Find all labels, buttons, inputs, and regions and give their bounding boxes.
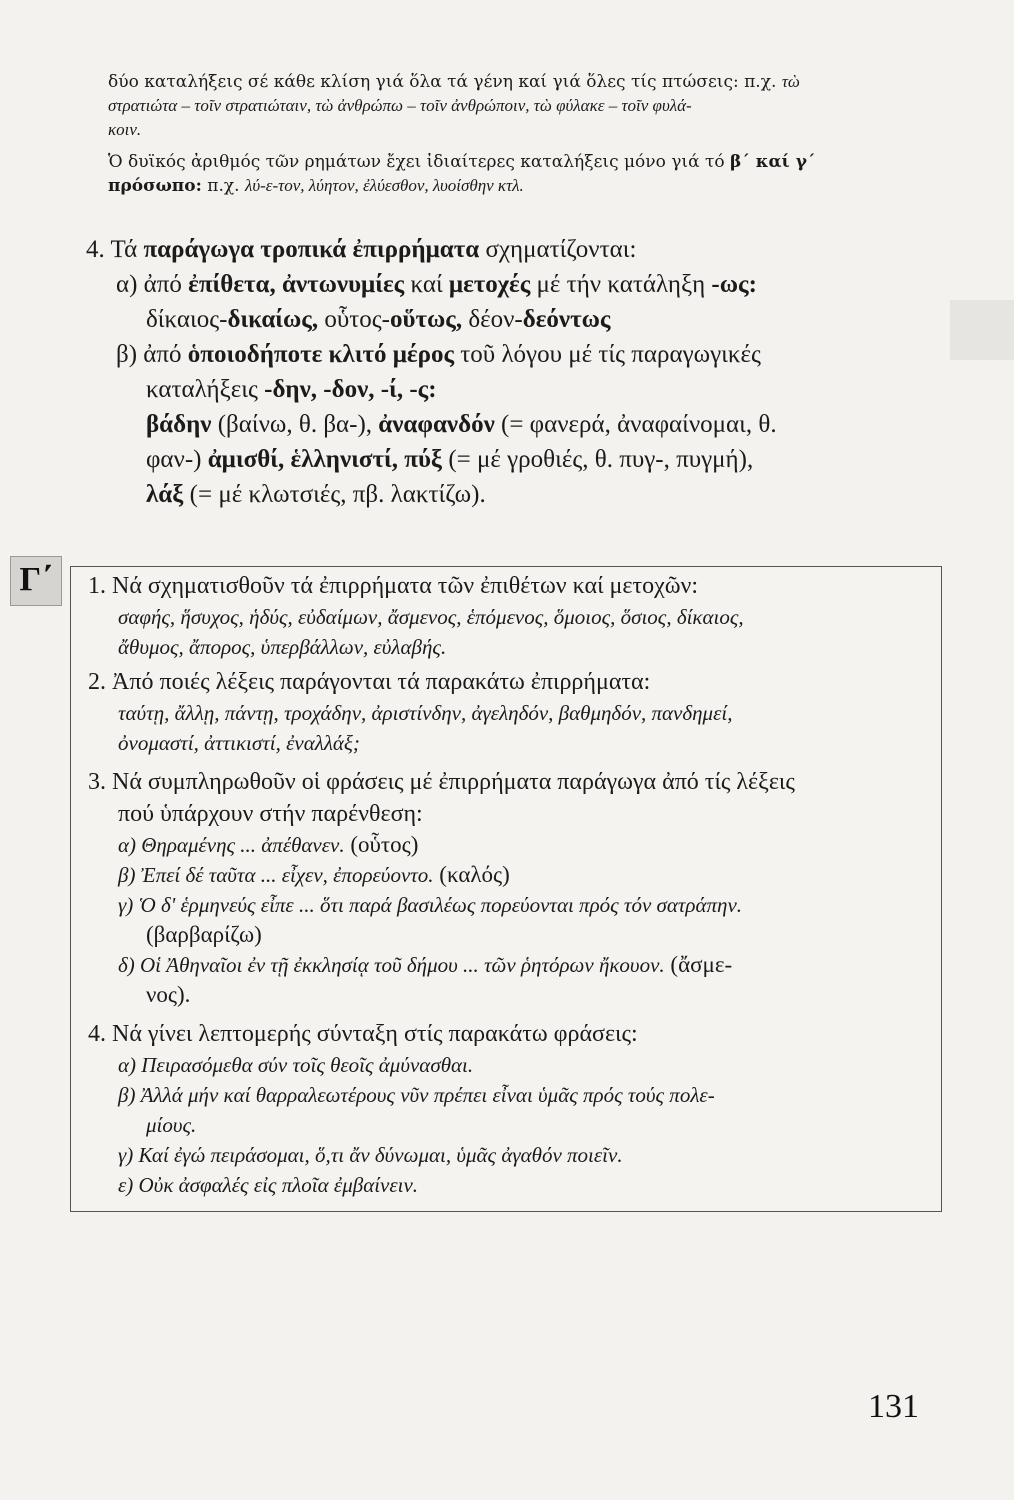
rule-b-examples: φαν-) ἀμισθί, ἑλληνιστί, πύξ (= μέ γροθιές, θ. πυγ-, πυγμή), [146, 446, 754, 473]
exercise-1 [88, 570, 938, 662]
exercise-words: ὀνομαστί, ἀττικιστί, ἐναλλάξ; [118, 731, 360, 755]
bleed-through-mark [950, 300, 1014, 360]
exercise-item: β) Ἐπεί δέ ταῦτα ... εἶχεν, ἐπορεύοντο. (καλός) [118, 862, 510, 887]
exercise-item: β) Ἀλλά μήν καί θαρραλεωτέρους νῦν πρέπει εἶναι ὑμᾶς πρός τούς πολε- [118, 1083, 715, 1107]
exercise-item: γ) Καί ἐγώ πειράσομαι, ὅ,τι ἄν δύνωμαι, ὑμᾶς ἀγαθόν ποιεῖν. [118, 1143, 623, 1167]
exercise-item: γ) Ὁ δ' ἑρμηνεύς εἶπε ... ὅτι παρά βασιλέως πορεύονται πρός τόν σατράπην. [118, 893, 743, 917]
exercise-question: 4. Νά γίνει λεπτομερής σύνταξη στίς παρακάτω φράσεις: [88, 1021, 638, 1047]
exercise-words: ταύτῃ, ἄλλῃ, πάντῃ, τροχάδην, ἀριστίνδην, ἀγεληδόν, βαθμηδόν, πανδημεί, [118, 701, 733, 725]
note-text: π.χ. [207, 176, 240, 196]
exercise-item: α) Θηραμένης ... ἀπέθανεν. (οὗτος) [118, 832, 419, 857]
note-example: κοιν. [108, 120, 142, 139]
rule-b-examples: λάξ (= μέ κλωτσιές, πβ. λακτίζω). [146, 481, 486, 508]
rule-a-examples: δίκαιος-δικαίως, οὗτος-οὕτως, δέον-δεόντως [146, 306, 611, 333]
exercise-question: 2. Ἀπό ποιές λέξεις παράγονται τά παρακάτω ἐπιρρήματα: [88, 669, 651, 695]
exercise-item: δ) Οἱ Ἀθηναῖοι ἐν τῇ ἐκκλησίᾳ τοῦ δήμου ... τῶν ῥητόρων ἤκουον. (ἄσμε- [118, 952, 733, 977]
page-number: 131 [868, 1388, 919, 1425]
exercise-item: μίους. [146, 1113, 197, 1137]
exercise-3 [88, 766, 938, 1010]
section-4-adverbs [86, 232, 946, 512]
note-example: στρατιώτα – τοῖν στρατιώταιν, τὼ ἀνθρώπω – τοῖν ἀνθρώποιν, τὼ φύλακε – τοῖν φυλά- [108, 96, 692, 115]
exercise-item: (βαρβαρίζω) [146, 922, 262, 947]
exercise-question: 1. Νά σχηματισθοῦν τά ἐπιρρήματα τῶν ἐπιθέτων καί μετοχῶν: [88, 573, 699, 599]
exercise-2 [88, 666, 938, 758]
exercise-item: νος). [146, 982, 191, 1007]
dual-verb-note [108, 150, 928, 198]
exercise-words: ἄθυμος, ἄπορος, ὑπερβάλλων, εὐλαβής. [118, 635, 447, 659]
exercise-question: πού ὑπάρχουν στήν παρένθεση: [118, 801, 423, 827]
rule-b: β) ἀπό ὁποιοδήποτε κλιτό μέρος τοῦ λόγου μέ τίς παραγωγικές [116, 341, 761, 368]
rule-a: α) ἀπό ἐπίθετα, ἀντωνυμίες καί μετοχές μέ τήν κατάληξη -ως: [116, 271, 757, 298]
note-bold: β΄ καί γ΄ [730, 152, 816, 172]
exercise-4 [88, 1018, 938, 1200]
note-example: τὼ [781, 72, 800, 91]
dual-number-note [108, 70, 928, 142]
section-heading: 4. Τά παράγωγα τροπικά ἐπιρρήματα σχηματίζονται: [86, 236, 637, 263]
note-bold: πρόσωπο: [108, 176, 202, 196]
exercise-section-label: Γ΄ [10, 556, 62, 606]
rule-b-endings: καταλήξεις -δην, -δον, -ί, -ς: [146, 376, 437, 403]
rule-b-examples: βάδην (βαίνω, θ. βα-), ἀναφανδόν (= φανερά, ἀναφαίνομαι, θ. [146, 411, 777, 438]
note-example: λύ-ε-τον, λύητον, ἐλύεσθον, λυοίσθην κτλ. [244, 176, 524, 195]
note-text: Ὁ δυϊκός ἀριθμός τῶν ρημάτων ἔχει ἰδιαίτερες καταλήξεις μόνο γιά τό [108, 152, 725, 172]
exercise-item: α) Πειρασόμεθα σύν τοῖς θεοῖς ἀμύνασθαι. [118, 1053, 474, 1077]
exercise-item: ε) Οὐκ ἀσφαλές εἰς πλοῖα ἐμβαίνειν. [118, 1173, 419, 1197]
exercise-question: 3. Νά συμπληρωθοῦν οἱ φράσεις μέ ἐπιρρήματα παράγωγα ἀπό τίς λέξεις [88, 769, 795, 795]
exercise-words: σαφής, ἥσυχος, ἡδύς, εὐδαίμων, ἄσμενος, ἑπόμενος, ὅμοιος, ὅσιος, δίκαιος, [118, 605, 744, 629]
note-text: δύο καταλήξεις σέ κάθε κλίση γιά ὅλα τά γένη καί γιά ὅλες τίς πτώσεις: π.χ. [108, 72, 777, 92]
